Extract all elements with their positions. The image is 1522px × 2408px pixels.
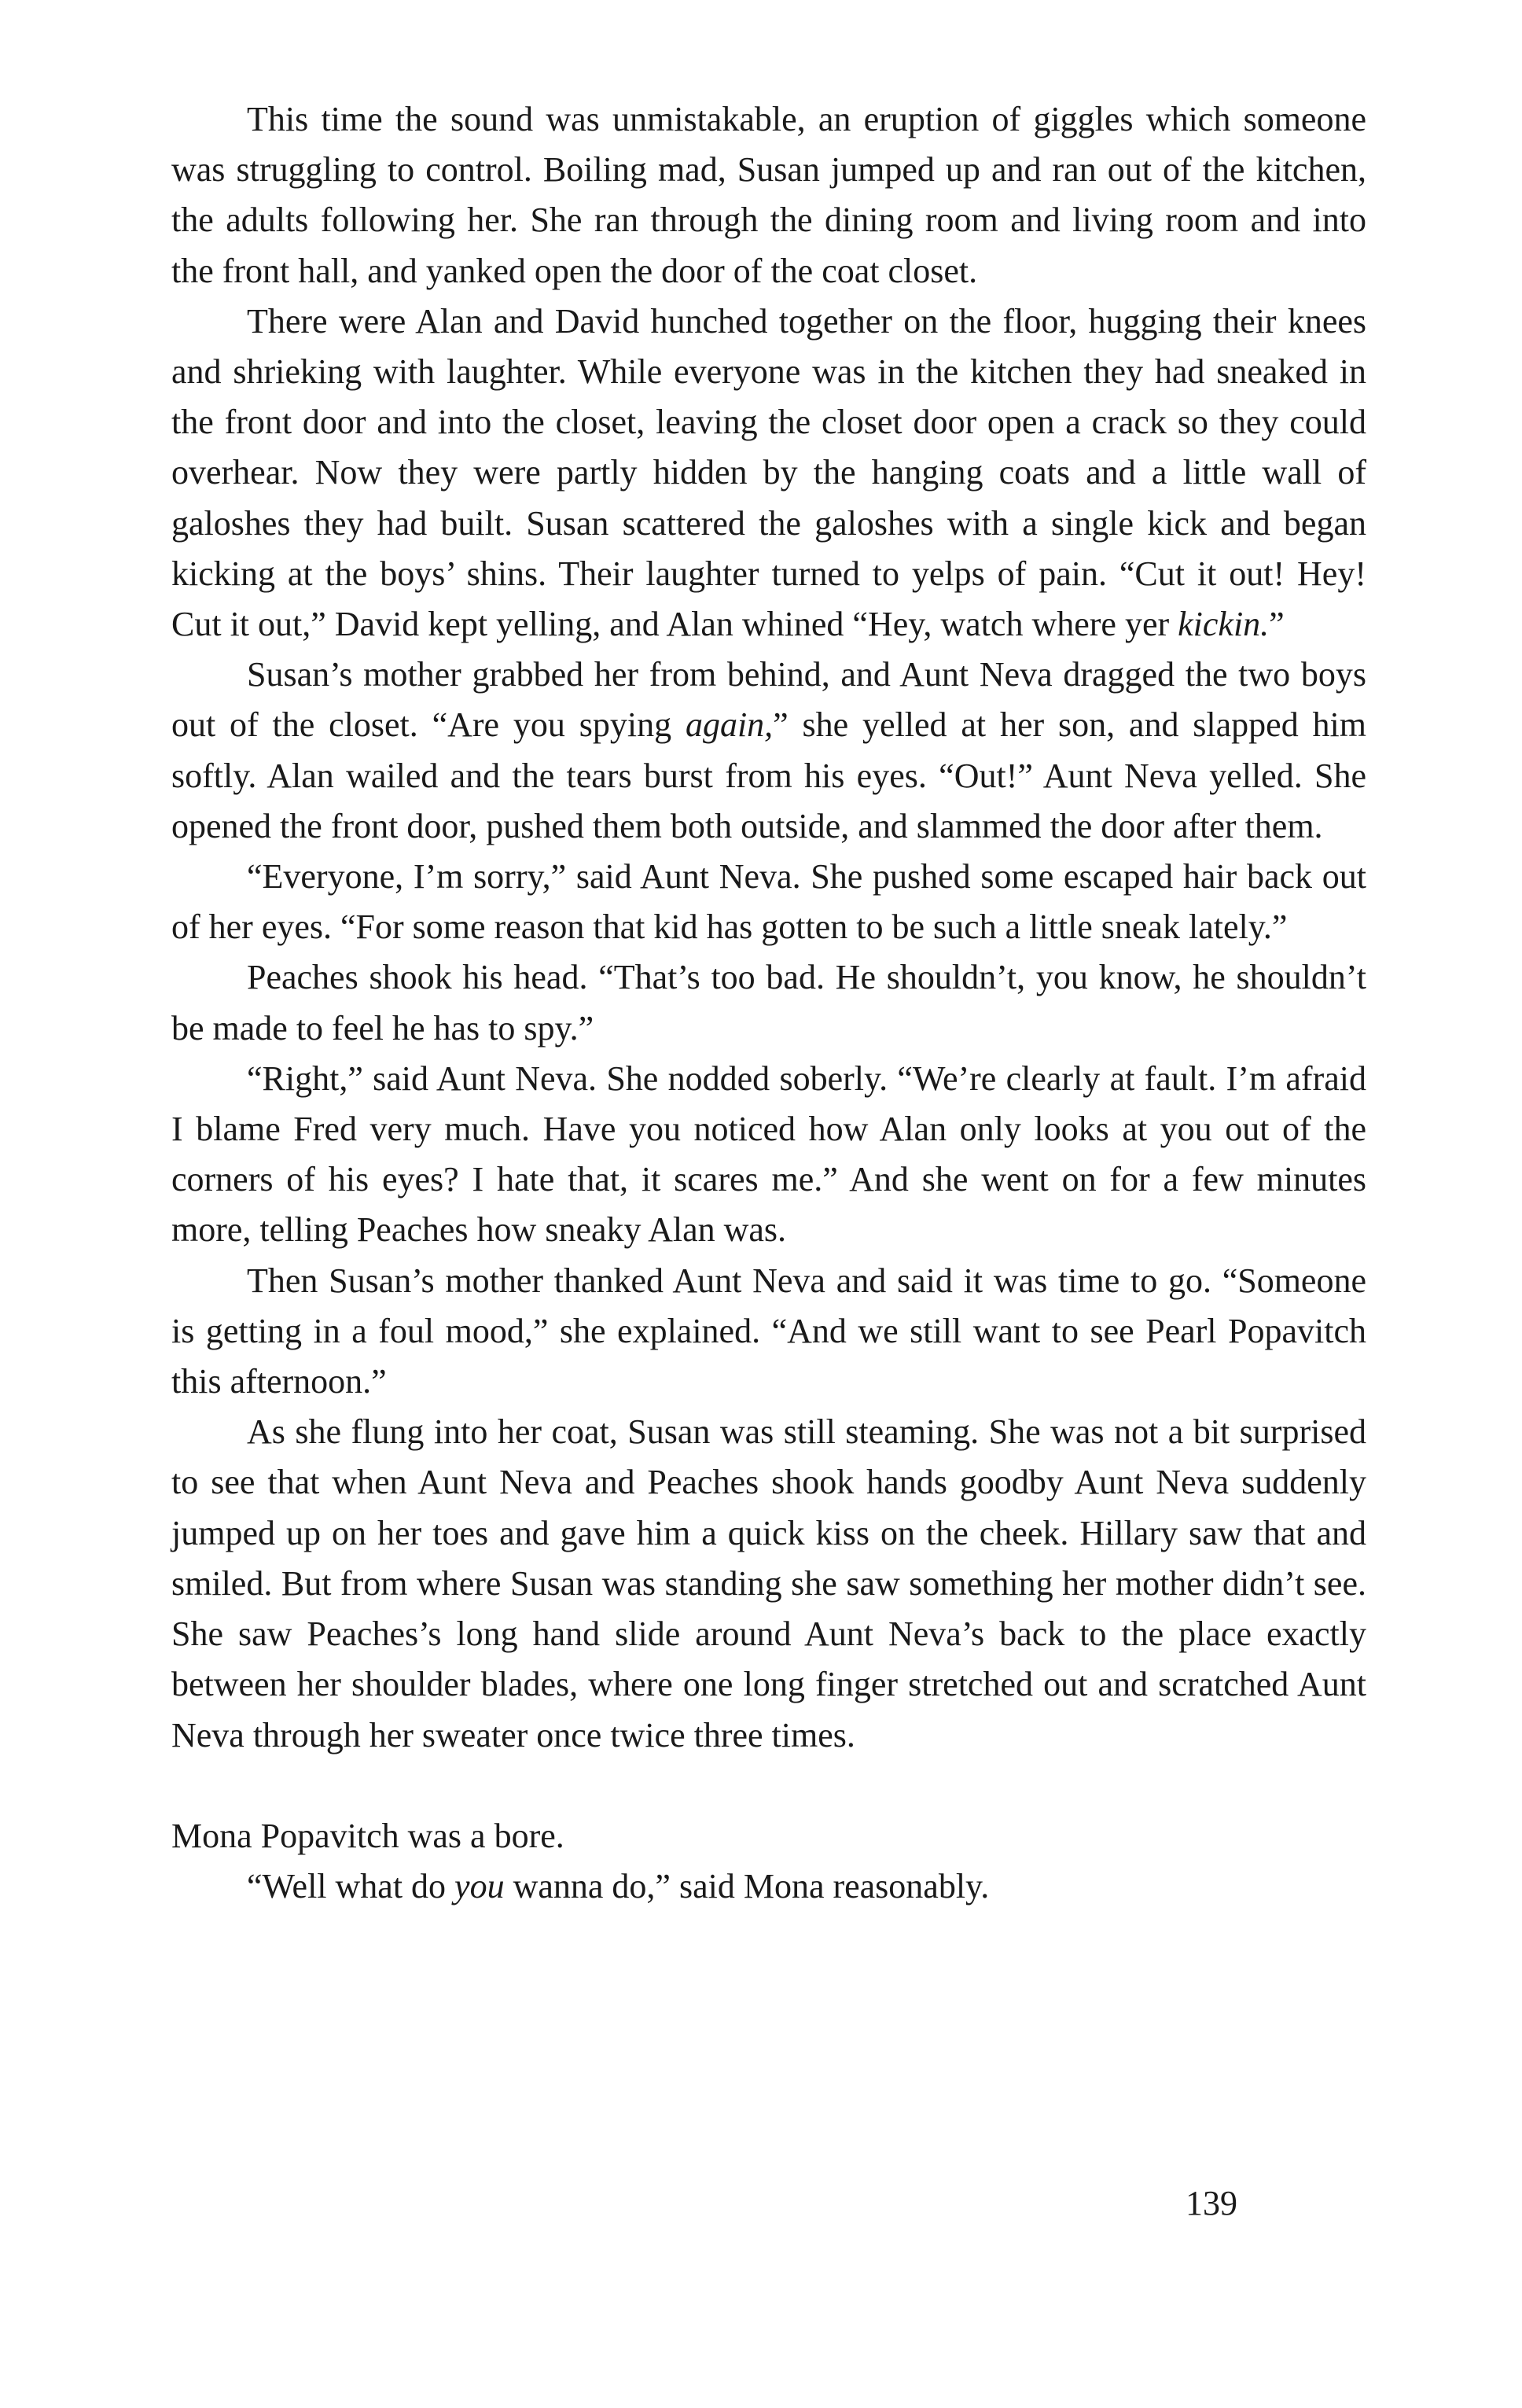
book-page-text: [171, 94, 1366, 1912]
paragraph-text: Mona Popavitch was a bore.: [171, 1816, 564, 1855]
italic-text: kickin.: [1178, 605, 1270, 644]
paragraph: [171, 1054, 1366, 1256]
paragraph: [171, 852, 1366, 952]
paragraph-text: There were Alan and David hunched together on the floor, hugging their knees and shrieking with laughter. While everyone was in the kitchen they had sneaked in the front door and into the closet, leaving the closet door open a crack so they could overhear. Now they were partly hidden by the hanging coats and a little wall of galoshes they had built. Susan scattered the galoshes with a single kick and began kicking at the boys’ shins. Their laughter turned to yelps of pain. “Cut it out! Hey! Cut it out,” David kept yelling, and Alan whined “Hey, watch where yer: [171, 301, 1366, 644]
paragraph-text: Then Susan’s mother thanked Aunt Neva and said it was time to go. “Someone is getting in a foul mood,” she explained. “And we still want to see Pearl Popavitch this afternoon.”: [171, 1261, 1366, 1401]
paragraph-text: As she flung into her coat, Susan was still steaming. She was not a bit surprised to see that when Aunt Neva and Peaches shook hands goodby Aunt Neva suddenly jumped up on her toes and gave him a quick kiss on the cheek. Hillary saw that and smiled. But from where Susan was standing she saw something her mother didn’t see. She saw Peaches’s long hand slide around Aunt Neva’s back to the place exactly between her shoulder blades, where one long finger stretched out and scratched Aunt Neva through her sweater once twice three times.: [171, 1412, 1366, 1754]
paragraph-text: ” she yelled at her son, and slapped him softly. Alan wailed and the tears burst from his eyes. “Out!” Aunt Neva yelled. She opened the front door, pushed them both outside, and slammed the door after them.: [171, 705, 1366, 845]
paragraph: [171, 650, 1366, 852]
section-start-paragraph: [171, 1811, 1366, 1861]
italic-text: again,: [685, 705, 774, 745]
paragraph-text: wanna do,” said Mona reasonably.: [504, 1866, 990, 1905]
paragraph-text: “Right,” said Aunt Neva. She nodded soberly. “We’re clearly at fault. I’m afraid I blame Fred very much. Have you noticed how Alan only looks at you out of the corners of his eyes? I hate that, it scares me.” And she went on for a few minutes more, telling Peaches how sneaky Alan was.: [171, 1059, 1366, 1250]
paragraph-text: “Everyone, I’m sorry,” said Aunt Neva. She pushed some escaped hair back out of her eyes. “For some reason that kid has gotten to be such a little sneak lately.”: [171, 857, 1366, 947]
paragraph: [171, 952, 1366, 1053]
paragraph: [171, 94, 1366, 296]
paragraph-text: Susan’s mother grabbed her from behind, and Aunt Neva dragged the two boys out of the closet. “Are you spying: [171, 655, 1366, 745]
page-number: 139: [1186, 2184, 1237, 2222]
paragraph: [171, 296, 1366, 650]
paragraph: [171, 1256, 1366, 1408]
paragraph-text: This time the sound was unmistakable, an eruption of giggles which someone was struggling to control. Boiling mad, Susan jumped up and ran out of the kitchen, the adults following her. She ran through the dining room and living room and into the front hall, and yanked open the door of the coat closet.: [171, 100, 1366, 290]
paragraph: [171, 1861, 1366, 1912]
paragraph-text: Peaches shook his head. “That’s too bad. He shouldn’t, you know, he shouldn’t be made to feel he has to spy.”: [171, 958, 1366, 1048]
paragraph-text: “Well what do: [247, 1866, 455, 1905]
paragraph: [171, 1407, 1366, 1760]
paragraph-text: ”: [1269, 605, 1285, 644]
italic-text: you: [454, 1866, 505, 1905]
